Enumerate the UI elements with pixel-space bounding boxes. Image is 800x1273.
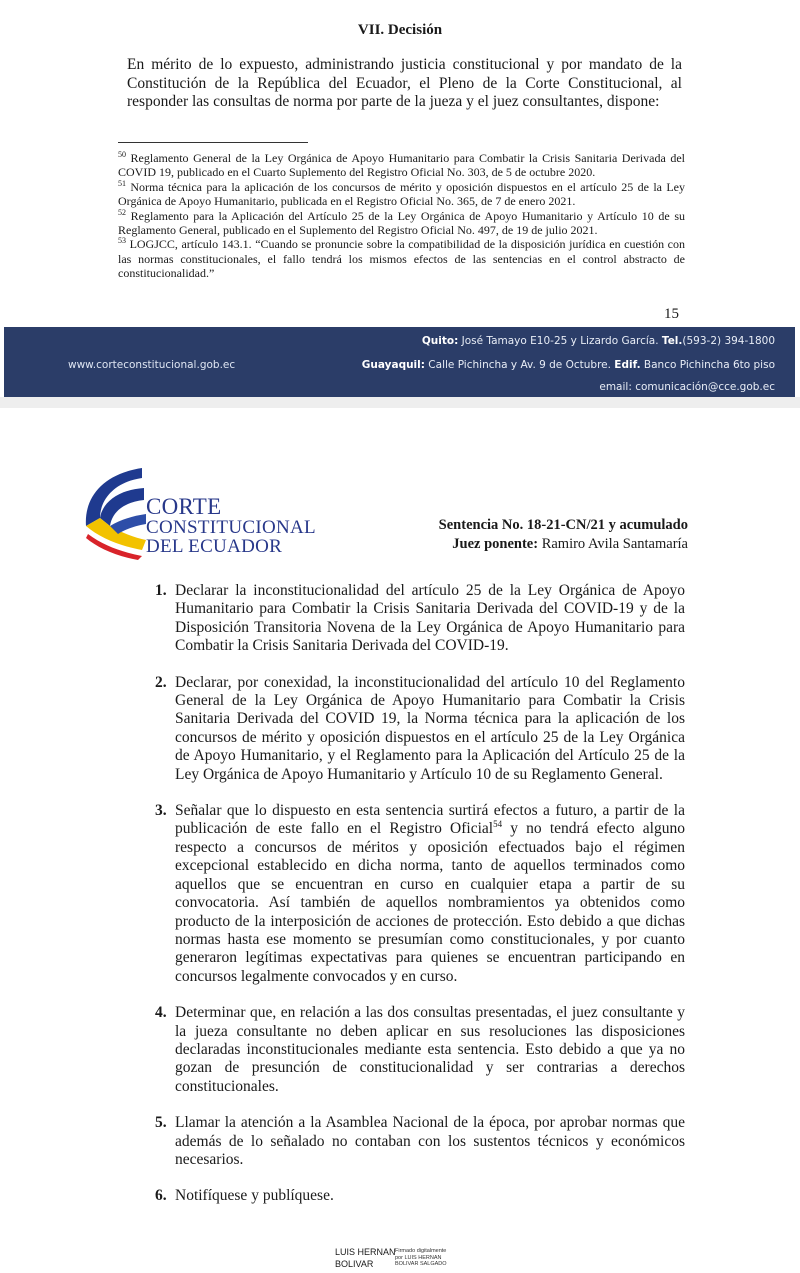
footnote-divider (118, 142, 308, 143)
signer-name: LUIS HERNAN BOLIVAR (335, 1247, 396, 1269)
signature-note: Firmado digitalmente por LUIS HERNAN BOLIVAR SALGADO (395, 1248, 447, 1267)
page-separator (0, 397, 800, 408)
decision-item: 3. Señalar que lo dispuesto en esta sentencia surtirá efectos a futuro, a partir de la publicación de este fallo en el Registro Oficial$^{54}$ y no tendrá efecto alguno respecto a concursos de méritos y oposición efectuados bajo el régimen excepcional establecido en dicha norma, tanto de aquellos terminados como aquellos que se encuentran en curso en cualquier etapa a partir de su convocatoria. Así también de aquellos nombramientos ya obtenidos como producto de la interposición de acciones de protección. Esto debido a que dichas normas hasta ese momento se presumían como constitucionales, y por cuanto generaron legítimas expectativas para quienes se encuentran participando en concursos legalmente convocados y en curso. (155, 802, 685, 985)
sentence-header (439, 516, 688, 553)
decision-item: 2. Declarar, por conexidad, la inconstitucionalidad del artículo 10 del Reglamento General de la Ley Orgánica de Apoyo Humanitario para Combatir la Crisis Sanitaria Derivada del COVID 19, la Norma técnica para la aplicación de los concursos de mérito y oposición dispuestos en el artículo 25 de la Ley Orgánica de Apoyo Humanitario, y el Reglamento para la Aplicación del Artículo 25 de la Ley Orgánica de Apoyo Humanitario y Artículo 10 de su Reglamento General. (155, 673, 685, 783)
footer-email-link[interactable]: email: comunicación@cce.gob.ec (599, 381, 775, 393)
decision-item: 4. Determinar que, en relación a las dos consultas presentadas, el juez consultante y la jueza consultante no deben aplicar en sus resoluciones las disposiciones declaradas inconstitucionales mediante esta sentencia. Esto debido a que ya no gozan de presunción de constitucionalidad y ser contrarias a derechos constitucionales. (155, 1004, 685, 1095)
footnote-ref-54: 54 (493, 819, 503, 830)
footnotes (118, 151, 685, 281)
page-16 (0, 408, 800, 1273)
sentence-number: Sentencia No. 18-21-CN/21 y acumulado (438, 517, 688, 533)
footer-website-link[interactable]: www.corteconstitucional.gob.ec (68, 359, 236, 371)
decision-item: 1. Declarar la inconstitucionalidad del artículo 25 de la Ley Orgánica de Apoyo Humanitario para Combatir la Crisis Sanitaria Derivada del COVID-19 y de la Disposición Transitoria Novena de la Ley Orgánica de Apoyo Humanitario para Combatir la Crisis Sanitaria Derivada del COVID-19. (155, 582, 685, 655)
decision-item: 6. Notifíquese y publíquese. (155, 1187, 334, 1205)
decision-item: 5. Llamar la atención a la Asamblea Nacional de la época, por aprobar normas que además de lo señalado no contaban con los sustentos técnicos y económicos necesarios. (155, 1114, 685, 1168)
footnote-51: $^{51}$ Norma técnica para la aplicación de los concursos de mérito y oposición dispuestos en el artículo 25 de la Ley Orgánica de Apoyo Humanitario, publicada en el Registro Oficial No. 365, de 7 de enero 2021. (118, 178, 685, 209)
footnote-52: $^{52}$ Reglamento para la Aplicación del Artículo 25 de la Ley Orgánica de Apoyo Humanitario y Artículo 10 de su Reglamento General, publicado en el Suplemento del Registro Oficial No. 497, de 19 de julio 2021. (118, 207, 685, 238)
intro-paragraph: En mérito de lo expuesto, administrando justicia constitucional y por mandato de la Constitución de la República del Ecuador, el Pleno de la Corte Constitucional, al responder las consultas de norma por parte de la jueza y el juez consultantes, dispone: (127, 56, 682, 110)
page-15 (0, 0, 800, 400)
logo-wordmark: CORTE CONSTITUCIONAL DEL ECUADOR (146, 494, 316, 557)
page-number: 15 (664, 306, 679, 322)
footer-guayaquil: Guayaquil: Calle Pichincha y Av. 9 de Octubre. Edif. Banco Pichincha 6to piso (361, 359, 775, 371)
footer-quito: Quito: José Tamayo E10-25 y Lizardo García. Tel.(593-2) 394-1800 (421, 335, 775, 347)
footer-bar (4, 327, 795, 397)
decision-list (155, 582, 685, 1224)
section-title: VII. Decisión (357, 22, 443, 38)
footnote-53: $^{53}$ LOGJCC, artículo 143.1. “Cuando se pronuncie sobre la compatibilidad de la disposición jurídica en cuestión con las normas constitucionales, el fallo tendrá los mismos efectos de las sentencias en el control abstracto de constitucionalidad.” (118, 236, 686, 281)
judge-rapporteur: Juez ponente: Ramiro Avila Santamaría (452, 535, 688, 552)
footnote-50: $^{50}$ Reglamento General de la Ley Orgánica de Apoyo Humanitario para Combatir la Crisis Sanitaria Derivada del COVID 19, publicado en el Cuarto Suplemento del Registro Oficial No. 303, de 5 de octubre 2020. (118, 150, 685, 180)
